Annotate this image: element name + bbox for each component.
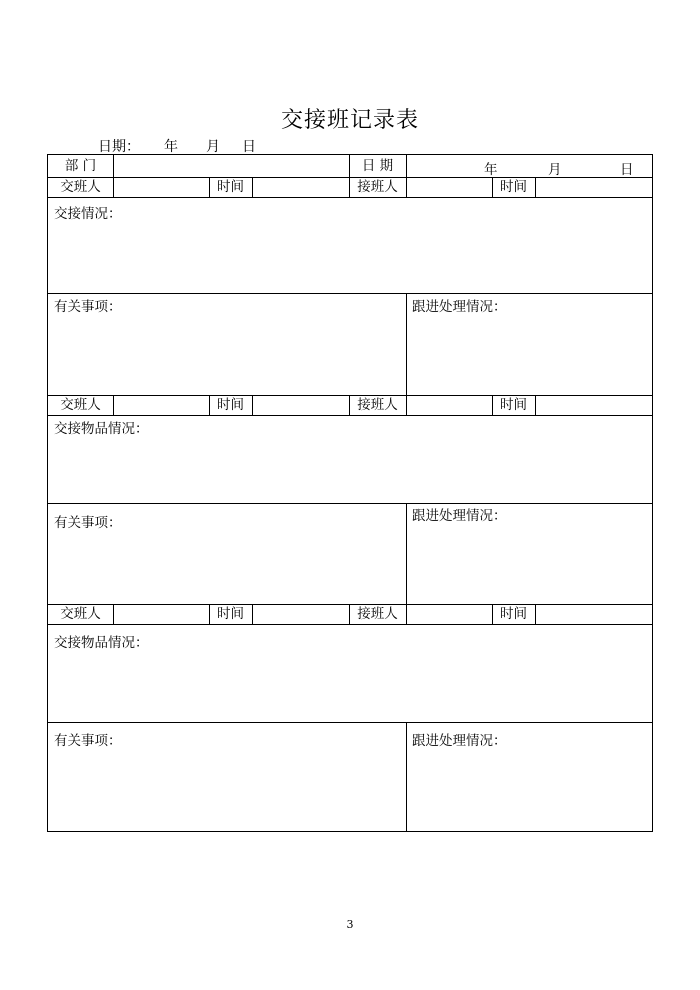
grid-line: [252, 395, 253, 415]
receiver-label: 接班人: [357, 397, 398, 413]
grid-line: [535, 395, 536, 415]
header-month: 月: [548, 162, 562, 178]
grid-line: [252, 604, 253, 624]
receiver-label: 接班人: [357, 179, 398, 195]
time-label: 时间: [217, 606, 244, 622]
date-year: 年: [164, 139, 178, 155]
date-label: 日期：: [98, 139, 140, 155]
handover-person-label: 交班人: [60, 606, 101, 622]
followup-label: 跟进处理情况：: [412, 299, 507, 315]
grid-line: [535, 177, 536, 197]
grid-line: [406, 395, 407, 415]
items-situation-label: 交接物品情况：: [54, 635, 149, 651]
grid-line: [406, 177, 407, 197]
grid-line: [113, 395, 114, 415]
time-label: 时间: [500, 179, 527, 195]
grid-line: [406, 155, 407, 177]
header-year: 年: [484, 162, 498, 178]
time-label: 时间: [500, 397, 527, 413]
grid-line: [48, 722, 652, 723]
time-label: 时间: [500, 606, 527, 622]
header-day: 日: [620, 162, 634, 178]
grid-line: [406, 503, 407, 604]
grid-line: [406, 293, 407, 395]
followup-label: 跟进处理情况：: [412, 733, 507, 749]
grid-line: [113, 177, 114, 197]
matters-label: 有关事项：: [54, 299, 122, 315]
date-day: 日: [242, 139, 256, 155]
page-number: 3: [346, 918, 354, 931]
time-label: 时间: [217, 179, 244, 195]
grid-line: [48, 624, 652, 625]
form-title: 交接班记录表: [280, 108, 419, 133]
situation-label: 交接情况：: [54, 206, 122, 222]
grid-line: [113, 604, 114, 624]
grid-line: [48, 293, 652, 294]
dept-label: 部 门: [64, 158, 97, 174]
grid-line: [113, 155, 114, 177]
date-label-cell: 日 期: [361, 158, 394, 174]
grid-line: [48, 503, 652, 504]
items-situation-label: 交接物品情况：: [54, 421, 149, 437]
grid-line: [252, 177, 253, 197]
receiver-label: 接班人: [357, 606, 398, 622]
handover-person-label: 交班人: [60, 179, 101, 195]
grid-line: [535, 604, 536, 624]
grid-line: [48, 197, 652, 198]
grid-line: [48, 415, 652, 416]
date-month: 月: [206, 139, 220, 155]
handover-person-label: 交班人: [60, 397, 101, 413]
matters-label: 有关事项：: [54, 733, 122, 749]
grid-line: [406, 722, 407, 832]
handover-table: [47, 154, 653, 832]
matters-label: 有关事项：: [54, 515, 122, 531]
followup-label: 跟进处理情况：: [412, 508, 507, 524]
date-line: [98, 136, 256, 155]
time-label: 时间: [217, 397, 244, 413]
grid-line: [406, 604, 407, 624]
